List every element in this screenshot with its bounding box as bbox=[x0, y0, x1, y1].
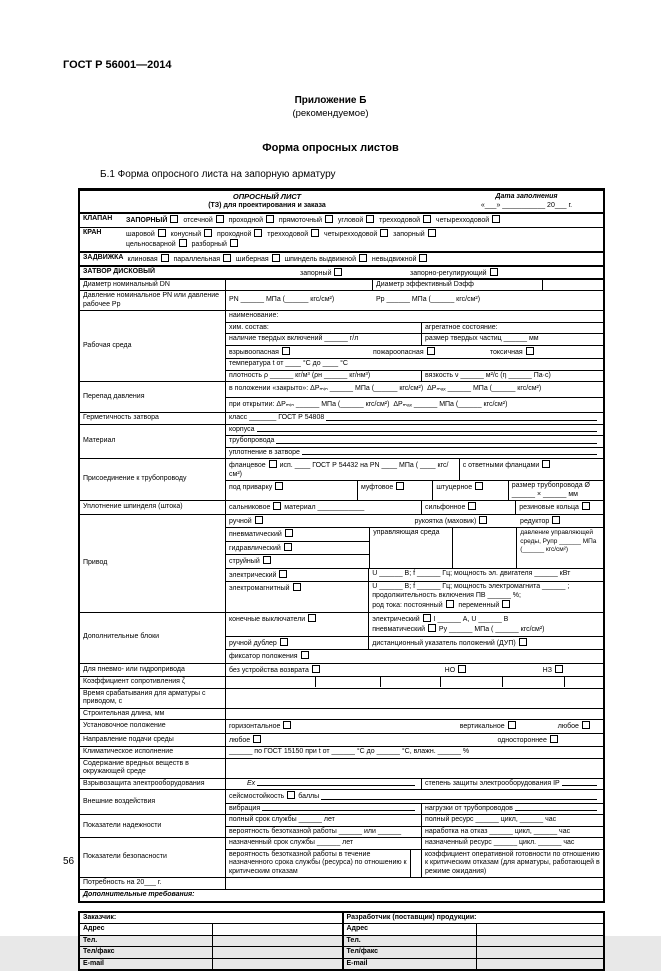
contacts-table bbox=[78, 911, 605, 971]
appendix-note: (рекомендуемое) bbox=[0, 108, 661, 119]
row-ex-protection bbox=[80, 778, 603, 790]
resistance-cell-6 bbox=[565, 677, 603, 687]
customer-phone-label: Тел. bbox=[80, 936, 213, 947]
mounting-any-cell: любое bbox=[558, 721, 591, 732]
row-tightness bbox=[80, 412, 603, 424]
checkbox-icon bbox=[254, 229, 262, 237]
developer-phone-value bbox=[477, 936, 604, 947]
checkbox-icon bbox=[280, 638, 288, 646]
connection-pipe-size-cell: размер трубопровода Ø ______ × ______ мм bbox=[509, 481, 603, 500]
row-length bbox=[80, 708, 603, 720]
blank-line bbox=[276, 437, 597, 444]
row-material bbox=[80, 424, 603, 459]
developer-block bbox=[342, 913, 604, 970]
developer-fax-label: Тел/факс bbox=[344, 947, 477, 958]
checkbox-icon bbox=[325, 215, 333, 223]
checkbox-icon bbox=[308, 614, 316, 622]
developer-email-label: E-mail bbox=[344, 959, 477, 970]
row-mounting bbox=[80, 719, 603, 733]
resistance-cell-5 bbox=[503, 677, 565, 687]
label-reliability: Показатели надежности bbox=[80, 815, 226, 837]
checkbox-icon bbox=[216, 215, 224, 223]
checkbox-icon bbox=[446, 600, 454, 608]
connection-flange-cell: фланцевое исп. ____ ГОСТ Р 54432 на PN ____ МПа ( ____ кгс/см²) bbox=[226, 459, 460, 480]
checkbox-icon bbox=[161, 254, 169, 262]
checkbox-icon bbox=[312, 665, 320, 673]
row-pressure bbox=[80, 290, 603, 310]
form-subtitle: (ТЗ) для проектирования и заказа bbox=[80, 202, 454, 211]
checkbox-icon bbox=[283, 721, 291, 729]
blank-line bbox=[321, 791, 597, 800]
developer-title: Разработчик (поставщик) продукции: bbox=[344, 913, 604, 925]
form-table bbox=[78, 188, 605, 903]
checkbox-icon bbox=[359, 254, 367, 262]
label-mounting: Установочное положение bbox=[80, 720, 226, 733]
customer-title: Заказчик: bbox=[80, 913, 342, 925]
row-additional-blocks bbox=[80, 612, 603, 663]
customer-phone-value bbox=[213, 936, 342, 947]
appendix-title: Приложение Б bbox=[0, 95, 661, 106]
label-tightness: Герметичность затвора bbox=[80, 413, 226, 424]
label-climate: Климатическое исполнение bbox=[80, 747, 226, 758]
material-pipe-cell: трубопровода bbox=[229, 437, 274, 446]
drive-pneumatic-cell: пневматический bbox=[226, 528, 369, 541]
checkbox-icon bbox=[490, 268, 498, 276]
drive-control-media-value-cell bbox=[453, 528, 517, 568]
label-pressure: Давление номинальное PN или давление рабочее Pр bbox=[80, 291, 226, 310]
checkbox-icon bbox=[479, 516, 487, 524]
klapan-name: КЛАПАН bbox=[83, 215, 126, 226]
row-valve-zadvizhka bbox=[80, 251, 603, 266]
blocks-limit-switches-cell: конечные выключатели bbox=[226, 613, 369, 636]
kran-options-line2: цельносварной разборный bbox=[126, 239, 437, 250]
zatvor-name: ЗАТВОР ДИСКОВЫЙ bbox=[83, 268, 155, 277]
checkbox-icon bbox=[427, 347, 435, 355]
page-title: Форма опросных листов bbox=[0, 142, 661, 154]
blank-line bbox=[262, 805, 415, 812]
limit-switch-electric-line: электрический I ______ А, U ______ В bbox=[372, 614, 600, 625]
pressure-pn-cell: PN ______ МПа (______ кгс/см²) bbox=[226, 295, 373, 306]
label-response-time: Время срабатывания для арматуры с приводом, с bbox=[80, 689, 226, 708]
checkbox-icon bbox=[269, 460, 277, 468]
klapan-options: отсечной проходной прямоточный угловой трехходовой четырехходовой bbox=[183, 215, 501, 226]
resistance-cell-4 bbox=[441, 677, 503, 687]
drive-solenoid-cell: электромагнитный bbox=[226, 582, 369, 612]
row-diameter bbox=[80, 278, 603, 291]
developer-phone-label: Тел. bbox=[344, 936, 477, 947]
checkbox-icon bbox=[458, 665, 466, 673]
checkbox-icon bbox=[428, 229, 436, 237]
fill-date-line: «___» ___________ 20___ г. bbox=[454, 202, 599, 211]
checkbox-icon bbox=[519, 638, 527, 646]
pressure-pp-cell: Pр ______ МПа (______ кгс/см²) bbox=[373, 295, 603, 306]
row-pneumo-hydro bbox=[80, 663, 603, 677]
flow-any-cell: любое bbox=[226, 734, 265, 747]
media-name-cell: наименование: bbox=[226, 311, 603, 322]
row-pressure-drop bbox=[80, 381, 603, 412]
media-temperature-cell: температура t от ____ °С до ____ °С bbox=[226, 359, 603, 370]
checkbox-icon bbox=[284, 543, 292, 551]
developer-address-value bbox=[477, 924, 604, 935]
row-harmful bbox=[80, 758, 603, 778]
full-resource-cell: полный ресурс ______ цикл, ______ час bbox=[422, 815, 603, 826]
checkbox-icon bbox=[223, 254, 231, 262]
label-safety: Показатели безопасности bbox=[80, 838, 226, 877]
checkbox-icon bbox=[158, 229, 166, 237]
form-title: ОПРОСНЫЙ ЛИСТ bbox=[80, 193, 454, 202]
checkbox-icon bbox=[179, 239, 187, 247]
label-drive: Привод bbox=[80, 515, 226, 612]
row-response-time bbox=[80, 688, 603, 708]
label-flow-direction: Направление подачи среды bbox=[80, 734, 226, 747]
section-title: Б.1 Форма опросного листа на запорную арматуру bbox=[100, 169, 336, 180]
label-pressure-drop: Перепад давления bbox=[80, 382, 226, 412]
diameter-eff-value-cell bbox=[543, 280, 603, 291]
checkbox-icon bbox=[492, 215, 500, 223]
blank-line bbox=[302, 449, 597, 456]
blocks-manual-duplicator-cell: ручной дублер bbox=[226, 637, 369, 650]
pneumo-nz-cell: НЗ bbox=[543, 665, 564, 676]
stem-seal-gland-cell: сальниковое материал ____________ bbox=[226, 501, 422, 514]
checkbox-icon bbox=[508, 721, 516, 729]
seismic-cell: сейсмостойкость баллы bbox=[229, 791, 319, 802]
row-valve-klapan bbox=[80, 212, 603, 227]
customer-fax-label: Тел/факс bbox=[80, 947, 213, 958]
label-harmful: Содержание вредных веществ в окружающей среде bbox=[80, 759, 226, 778]
diameter-eff-label: Диаметр эффективный Dэфф bbox=[373, 280, 543, 291]
drive-hydraulic-cell: гидравлический bbox=[226, 541, 369, 555]
media-fire-cell: пожароопасная bbox=[373, 347, 436, 358]
checkbox-icon bbox=[582, 721, 590, 729]
material-body-cell: корпуса bbox=[229, 426, 255, 435]
checkbox-icon bbox=[428, 624, 436, 632]
solenoid-params-line3: род тока: постоянный переменный bbox=[372, 600, 600, 611]
media-particles-cell: размер твердых частиц ______ мм bbox=[422, 334, 603, 345]
blank-line bbox=[257, 780, 415, 787]
checkbox-icon bbox=[502, 600, 510, 608]
safety-probability-cell: вероятность безотказной работы в течение назначенного срока службы (ресурса) по отношению к критическим отказам bbox=[226, 850, 411, 878]
connection-coupling-cell: муфтовое bbox=[358, 481, 433, 500]
reliability-probability-cell: вероятность безотказной работы ______ или ______ bbox=[226, 827, 422, 838]
fill-date-label: Дата заполнения bbox=[454, 193, 599, 202]
safety-readiness-cell: коэффициент оперативной готовности по отношению к критическим отказам (для арматуры, работающей в режиме ожидания) bbox=[422, 850, 603, 878]
drive-jet-cell: струйный bbox=[226, 554, 369, 568]
checkbox-icon bbox=[526, 347, 534, 355]
service-life-cell: полный срок службы ______ лет bbox=[226, 815, 422, 826]
drive-fluid-column bbox=[226, 528, 370, 568]
customer-email-value bbox=[213, 959, 342, 970]
checkbox-icon bbox=[230, 239, 238, 247]
label-external: Внешние воздействия bbox=[80, 790, 226, 814]
ip-rating-cell: степень защиты электрооборудования IP bbox=[425, 780, 560, 789]
checkbox-icon bbox=[253, 735, 261, 743]
drop-open-cell: при открытии: ΔPₘᵢₙ ______ МПа (______ кгс/см²) ΔPₘₐₓ ______ МПа (______ кгс/см²) bbox=[226, 398, 603, 413]
label-demand: Потребность на 20___ г. bbox=[80, 878, 226, 889]
checkbox-icon bbox=[279, 570, 287, 578]
customer-fax-value bbox=[213, 947, 342, 958]
ex-marking-cell: Ex bbox=[247, 780, 255, 789]
developer-address-label: Адрес bbox=[344, 924, 477, 935]
stem-seal-orings-cell: резиновые кольца bbox=[516, 501, 603, 514]
flow-one-way-cell: одностороннее bbox=[497, 735, 558, 746]
checkbox-icon bbox=[423, 215, 431, 223]
checkbox-icon bbox=[396, 482, 404, 490]
customer-address-label: Адрес bbox=[80, 924, 213, 935]
vibration-cell: вибрация bbox=[229, 805, 260, 814]
drop-closed-cell: в положении «закрыто»: ΔPₘᵢₙ ______ МПа (______ кгс/см²) ΔPₘₐₓ ______ МПа (______ кгс/см²) bbox=[226, 382, 603, 397]
standard-code: ГОСТ Р 56001—2014 bbox=[63, 59, 172, 71]
checkbox-icon bbox=[255, 516, 263, 524]
connection-mating-flange-cell: с ответными фланцами bbox=[460, 459, 603, 480]
resistance-cell-3 bbox=[381, 677, 441, 687]
label-stem-seal: Уплотнение шпинделя (штока) bbox=[80, 501, 226, 514]
checkbox-icon bbox=[423, 614, 431, 622]
form-header-title-block bbox=[80, 191, 454, 212]
row-safety bbox=[80, 837, 603, 877]
fill-date-block bbox=[454, 191, 603, 212]
drive-control-pressure-cell: давление управляющей среды, Pупр ______ МПа (______ кгс/см²) bbox=[517, 528, 603, 568]
connection-weld-cell: под приварку bbox=[226, 481, 358, 500]
diameter-dn-value-cell bbox=[226, 280, 373, 291]
pneumo-no-return-cell: без устройства возврата bbox=[226, 664, 324, 677]
blank-line bbox=[515, 805, 597, 812]
tightness-class-cell: класс _______ ГОСТ Р 54808 bbox=[229, 414, 324, 423]
row-reliability bbox=[80, 814, 603, 837]
material-seal-cell: уплотнение в затворе bbox=[229, 449, 300, 458]
checkbox-icon bbox=[334, 268, 342, 276]
customer-block bbox=[80, 913, 342, 970]
drive-control-media-cell: управляющая среда bbox=[370, 528, 453, 568]
drive-electric-params-cell: U ______ В; f ______ Гц; мощность эл. двигателя ______ кВт bbox=[369, 569, 603, 582]
row-resistance bbox=[80, 676, 603, 688]
row-stem-seal bbox=[80, 500, 603, 514]
checkbox-icon bbox=[542, 460, 550, 468]
safety-probability-value-cell bbox=[411, 850, 422, 878]
row-drive bbox=[80, 514, 603, 612]
klapan-kind: ЗАПОРНЫЙ bbox=[126, 215, 179, 226]
checkbox-icon bbox=[293, 583, 301, 591]
checkbox-icon bbox=[311, 229, 319, 237]
blank-line bbox=[326, 414, 597, 421]
connection-union-cell: штуцерное bbox=[433, 481, 508, 500]
row-climate bbox=[80, 746, 603, 758]
media-explosive-cell: взрывоопасная bbox=[226, 346, 294, 359]
row-flow-direction bbox=[80, 733, 603, 747]
label-pipe-connection: Присоединение к трубопроводу bbox=[80, 459, 226, 500]
row-external bbox=[80, 789, 603, 814]
checkbox-icon bbox=[475, 482, 483, 490]
checkbox-icon bbox=[555, 665, 563, 673]
drive-solenoid-params-cell bbox=[369, 582, 603, 612]
blocks-remote-indicator-cell: дистанционный указатель положений (ДУП) bbox=[369, 637, 603, 650]
mounting-horizontal-cell: горизонтальное bbox=[226, 720, 295, 733]
solenoid-params-line1: U ______ В; f ______ Гц; мощность электромагнита ______ ; bbox=[372, 583, 600, 592]
row-additional-requirements bbox=[80, 889, 603, 901]
kran-options-line1: шаровой конусный проходной трехходовой четырехходовой запорный bbox=[126, 229, 437, 240]
checkbox-icon bbox=[275, 482, 283, 490]
row-valve-zatvor bbox=[80, 265, 603, 278]
checkbox-icon bbox=[266, 215, 274, 223]
media-chem-cell: хим. состав: bbox=[226, 323, 422, 334]
additional-requirements-cell: Дополнительные требования: bbox=[80, 890, 603, 901]
limit-switch-pneumatic-line: пневматический Pу ______ МПа ( ______ кгс/см²) bbox=[372, 624, 600, 635]
media-toxic-cell: токсичная bbox=[490, 347, 535, 358]
row-demand bbox=[80, 877, 603, 889]
row-pipe-connection bbox=[80, 458, 603, 500]
zadvizhka-name: ЗАДВИЖКА bbox=[83, 254, 123, 265]
checkbox-icon bbox=[468, 502, 476, 510]
zadvizhka-options: клиновая параллельная шиберная шпиндель выдвижной невыдвижной bbox=[127, 254, 428, 265]
solenoid-params-line2: продолжительность включения ПВ ______ %; bbox=[372, 592, 600, 601]
climate-value-cell: ______ по ГОСТ 15150 при t от ______ °С до ______ °С, влажн. ______ % bbox=[226, 747, 603, 758]
checkbox-icon bbox=[282, 347, 290, 355]
zatvor-option-zaporny: запорный bbox=[300, 268, 343, 279]
checkbox-icon bbox=[301, 651, 309, 659]
drive-handwheel-cell: рукоятка (маховик) bbox=[415, 516, 489, 527]
label-working-media: Рабочая среда bbox=[80, 311, 226, 381]
pipe-loads-cell: нагрузки от трубопроводов bbox=[425, 805, 513, 814]
checkbox-icon bbox=[366, 215, 374, 223]
media-viscosity-cell: вязкость ν ______ м²/с (η ______ Па·с) bbox=[422, 371, 603, 382]
checkbox-icon bbox=[550, 735, 558, 743]
demand-value-cell bbox=[226, 878, 603, 888]
checkbox-icon bbox=[204, 229, 212, 237]
blank-line bbox=[257, 426, 597, 433]
kran-name: КРАН bbox=[83, 229, 126, 250]
media-state-cell: агрегатное состояние: bbox=[422, 323, 603, 334]
page-number: 56 bbox=[63, 856, 74, 867]
label-material: Материал bbox=[80, 425, 226, 459]
developer-email-value bbox=[477, 959, 604, 970]
label-diameter: Диаметр номинальный DN bbox=[80, 280, 226, 291]
form-header-row bbox=[80, 191, 603, 212]
blank-line bbox=[562, 780, 597, 787]
zatvor-option-regulating: запорно-регулирующий bbox=[410, 268, 499, 279]
questionnaire-form bbox=[78, 188, 605, 971]
blocks-position-lock-cell: фиксатор положения bbox=[226, 650, 603, 663]
customer-address-value bbox=[213, 924, 342, 935]
checkbox-icon bbox=[287, 791, 295, 799]
label-length: Строительная длина, мм bbox=[80, 709, 226, 720]
checkbox-icon bbox=[380, 229, 388, 237]
developer-fax-value bbox=[477, 947, 604, 958]
length-value-cell bbox=[226, 709, 603, 719]
label-additional-blocks: Дополнительные блоки bbox=[80, 613, 226, 663]
response-time-value-cell bbox=[226, 689, 603, 707]
label-resistance: Коэффициент сопротивления ζ bbox=[80, 677, 226, 688]
checkbox-icon bbox=[170, 215, 178, 223]
mtbf-cell: наработка на отказ ______ цикл, ______ час bbox=[422, 827, 603, 838]
checkbox-icon bbox=[272, 254, 280, 262]
harmful-value-cell bbox=[226, 759, 603, 777]
checkbox-icon bbox=[582, 502, 590, 510]
checkbox-icon bbox=[273, 502, 281, 510]
checkbox-icon bbox=[263, 556, 271, 564]
stem-seal-bellows-cell: сильфонное bbox=[422, 501, 516, 514]
checkbox-icon bbox=[552, 516, 560, 524]
drive-electric-cell: электрический bbox=[226, 569, 369, 582]
assigned-resource-cell: назначенный ресурс ______ цикл. ______ час bbox=[422, 838, 603, 849]
checkbox-icon bbox=[419, 254, 427, 262]
checkbox-icon bbox=[285, 529, 293, 537]
drive-manual-cell: ручной bbox=[226, 515, 267, 528]
mounting-vertical-cell: вертикальное bbox=[460, 721, 517, 732]
label-pneumo-hydro: Для пневмо- или гидропривода bbox=[80, 664, 226, 677]
assigned-life-cell: назначенный срок службы ______ лет bbox=[226, 838, 422, 849]
resistance-cell-2 bbox=[316, 677, 380, 687]
row-working-media bbox=[80, 310, 603, 381]
pneumo-no-cell: НО bbox=[445, 665, 467, 676]
media-density-cell: плотность ρ ______ кг/м³ (ρн ______ кг/нм³) bbox=[226, 371, 422, 382]
customer-email-label: E-mail bbox=[80, 959, 213, 970]
blocks-switch-params-cell bbox=[369, 613, 603, 636]
media-solids-cell: наличие твердых включений ______ г/л bbox=[226, 334, 422, 345]
drive-gearbox-cell: редуктор bbox=[520, 516, 561, 527]
row-valve-kran bbox=[80, 227, 603, 251]
label-ex-protection: Взрывозащита электрооборудования bbox=[80, 779, 226, 790]
resistance-cell-1 bbox=[226, 677, 316, 687]
